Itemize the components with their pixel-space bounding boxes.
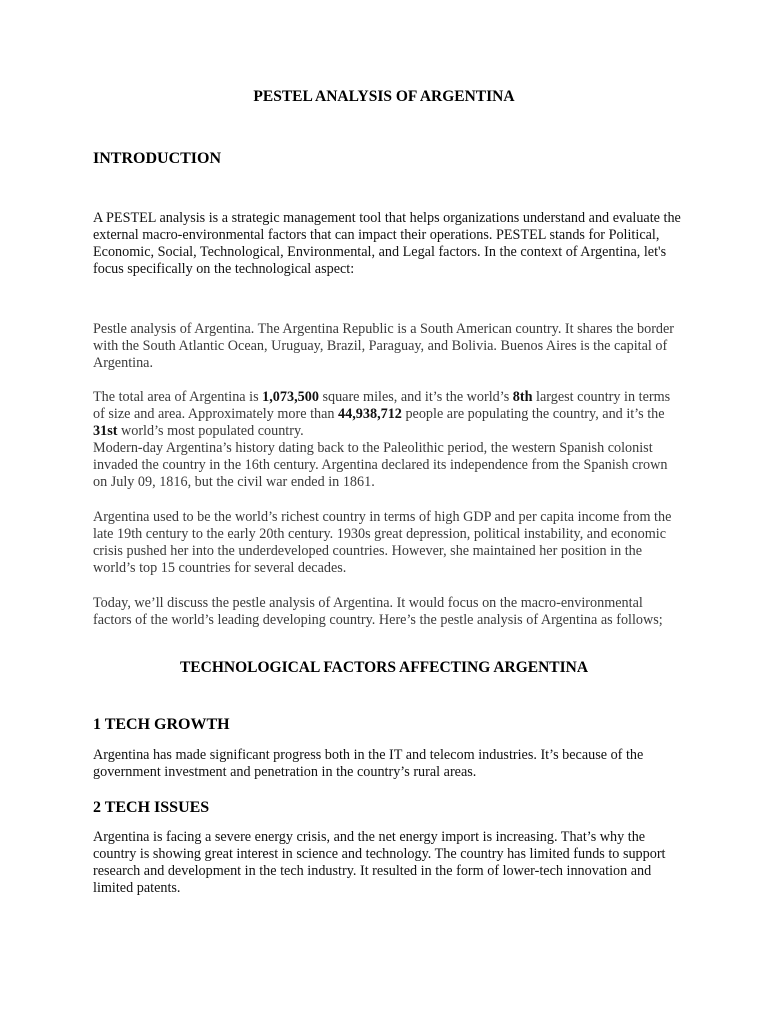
- population-value: 44,938,712: [338, 406, 402, 422]
- size-rank-value: 8th: [512, 389, 533, 405]
- area-value: 1,073,500: [262, 389, 319, 405]
- area-population-paragraph: The total area of Argentina is 1,073,500 square miles, and it’s the world’s 8th largest country in terms of size and area. Approximately more than 44,938,712 people are populating the country, and it’s the 31st world’s most populated country.: [93, 389, 671, 439]
- introduction-heading: INTRODUCTION: [93, 150, 222, 167]
- tech-growth-heading: 1 TECH GROWTH: [93, 716, 230, 733]
- economy-paragraph: Argentina used to be the world’s richest country in terms of high GDP and per capita income from the late 19th century to the early 20th century. 1930s great depression, political instability, and economic crisis pushed her into the underdeveloped countries. However, she maintained her position in the world’s top 15 countries for several decades.: [93, 509, 672, 576]
- overview-paragraph: Pestle analysis of Argentina. The Argentina Republic is a South American country. It shares the border with the South Atlantic Ocean, Uruguay, Brazil, Paraguay, and Bolivia. Buenos Aires is the capital of Argentina.: [93, 321, 675, 371]
- introduction-paragraph: A PESTEL analysis is a strategic management tool that helps organizations understand and evaluate the external macro-environmental factors that can impact their operations. PESTEL stands for Political, Economic, Social, Technological, Environmental, and Legal factors. In the context of Argentina, let's focus specifically on the technological aspect:: [93, 210, 681, 277]
- history-paragraph: Modern-day Argentina’s history dating back to the Paleolithic period, the western Spanish colonist invaded the country in the 16th century. Argentina declared its independence from the Spanish crown on July 09, 1816, but the civil war ended in 1861.: [93, 440, 668, 490]
- today-paragraph: Today, we’ll discuss the pestle analysis of Argentina. It would focus on the macro-environmental factors of the world’s leading developing country. Here’s the pestle analysis of Argentina as follows;: [93, 595, 663, 628]
- tech-issues-paragraph: Argentina is facing a severe energy crisis, and the net energy import is increasing. That’s why the country is showing great interest in science and technology. The country has limited funds to support research and development in the tech industry. It resulted in the form of lower-tech innovation and limited patents.: [93, 829, 666, 896]
- document-title: PESTEL ANALYSIS OF ARGENTINA: [253, 88, 515, 105]
- tech-growth-paragraph: Argentina has made significant progress both in the IT and telecom industries. It’s because of the government investment and penetration in the country’s rural areas.: [93, 747, 644, 780]
- tech-issues-heading: 2 TECH ISSUES: [93, 799, 210, 816]
- population-rank-value: 31st: [93, 423, 118, 439]
- technological-factors-heading: TECHNOLOGICAL FACTORS AFFECTING ARGENTINA: [179, 659, 589, 676]
